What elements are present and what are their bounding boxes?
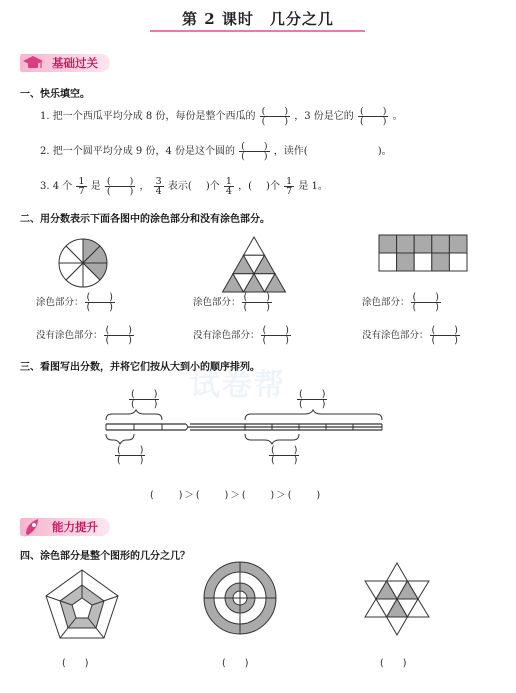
page-title: 第 2 课时 几分之几	[182, 10, 334, 28]
watermark: 试卷帮	[190, 368, 286, 403]
ring-circle-figure	[203, 561, 277, 635]
q2-text-c: )。	[377, 146, 392, 157]
shaded-label-1: 涂色部分： $\frac{( )}{( )}$	[36, 292, 113, 313]
section-1-heading: 一、快乐填空。	[20, 89, 90, 100]
answer-fraction-blank[interactable]: $\frac{( )}{( )}$	[299, 389, 326, 410]
unshaded-label-2: 没有涂色部分： $\frac{( )}{( )}$	[193, 325, 289, 346]
q3-text-h: 是 1。	[298, 181, 328, 192]
section-4-heading: 四、涂色部分是整个图形的几分之几？	[20, 551, 190, 562]
circle-eighths-figure	[58, 238, 108, 288]
q3-text-e: )个	[205, 181, 220, 192]
answer-fraction-blank[interactable]: $\frac{( )}{( )}$	[431, 325, 458, 346]
answer-fraction-blank[interactable]: $\frac{( )}{( )}$	[261, 106, 289, 127]
shaded-label-2: 涂色部分： $\frac{( )}{( )}$	[193, 292, 270, 313]
hexagram-figure	[362, 562, 432, 638]
q3-text-g: )个	[266, 181, 280, 192]
question-1-1	[40, 107, 403, 126]
q1-text-c: 。	[392, 111, 403, 122]
answer-blank-2[interactable]: ( )	[222, 658, 249, 669]
unshaded-label-1: 没有涂色部分： $\frac{( )}{( )}$	[36, 325, 132, 346]
unshaded-label-3: 没有涂色部分： $\frac{( )}{( )}$	[362, 325, 458, 346]
answer-fraction-blank[interactable]: $\frac{( )}{( )}$	[117, 445, 144, 466]
q1-text-a: 1. 把一个西瓜平均分成 8 份，每份是整个西瓜的	[40, 111, 256, 122]
q3-text-b: 是	[90, 181, 101, 192]
question-1-2	[40, 142, 392, 161]
section-2-heading: 二、用分数表示下面各图中的涂色部分和没有涂色部分。	[20, 214, 270, 225]
fraction-1-7: $\frac{1}{7}$	[78, 176, 85, 197]
fraction-1-7: $\frac{1}{7}$	[286, 176, 293, 197]
answer-fraction-blank[interactable]: $\frac{( )}{( )}$	[262, 325, 289, 346]
banner-basic-label: 基础过关	[52, 56, 98, 70]
q2-text-a: 2. 把一个圆平均分成 9 份，4 份是这个圆的	[40, 146, 235, 157]
q3-text-a: 3. 4 个	[40, 181, 73, 192]
section-3-heading: 三、看图写出分数，并将它们按从大到小的顺序排列。	[20, 362, 260, 373]
q3-text-d: 表示(	[167, 181, 192, 192]
answer-fraction-blank[interactable]: $\frac{( )}{( )}$	[241, 141, 268, 162]
shaded-label-3: 涂色部分： $\frac{( )}{( )}$	[362, 292, 439, 313]
answer-fraction-blank[interactable]: $\frac{( )}{( )}$	[359, 106, 387, 127]
fraction-3-4: $\frac{3}{4}$	[155, 176, 162, 197]
rocket-icon	[22, 516, 44, 538]
question-1-3	[40, 177, 328, 196]
q3-text-c: ，	[139, 181, 150, 192]
triangle-ninths-figure	[222, 236, 286, 292]
segment-diagram	[100, 410, 390, 446]
answer-fraction-blank[interactable]: $\frac{( )}{( )}$	[105, 325, 132, 346]
title-underline	[150, 30, 365, 32]
answer-fraction-blank[interactable]: $\frac{( )}{( )}$	[131, 389, 158, 410]
answer-blank-1[interactable]: ( )	[62, 658, 89, 669]
q2-text-b: ，读作(	[273, 146, 308, 157]
pentagon-figure	[44, 568, 120, 640]
fraction-1-4: $\frac{1}{4}$	[225, 176, 232, 197]
answer-blank-3[interactable]: ( )	[380, 658, 407, 669]
answer-fraction-blank[interactable]: $\frac{( )}{( )}$	[271, 445, 298, 466]
answer-fraction-blank[interactable]: $\frac{( )}{( )}$	[243, 292, 270, 313]
answer-fraction-blank[interactable]: $\frac{( )}{( )}$	[106, 176, 134, 197]
order-answer-row[interactable]: ( )＞( )＞( )＞( )	[150, 490, 323, 501]
q1-text-b: ，3 份是它的	[294, 111, 354, 122]
grid-tenths-figure	[379, 235, 469, 273]
q3-text-f: ，(	[238, 181, 253, 192]
banner-ability-label: 能力提升	[52, 520, 98, 534]
graduation-cap-icon	[22, 54, 44, 72]
answer-fraction-blank[interactable]: $\frac{( )}{( )}$	[412, 292, 439, 313]
answer-fraction-blank[interactable]: $\frac{( )}{( )}$	[86, 292, 113, 313]
